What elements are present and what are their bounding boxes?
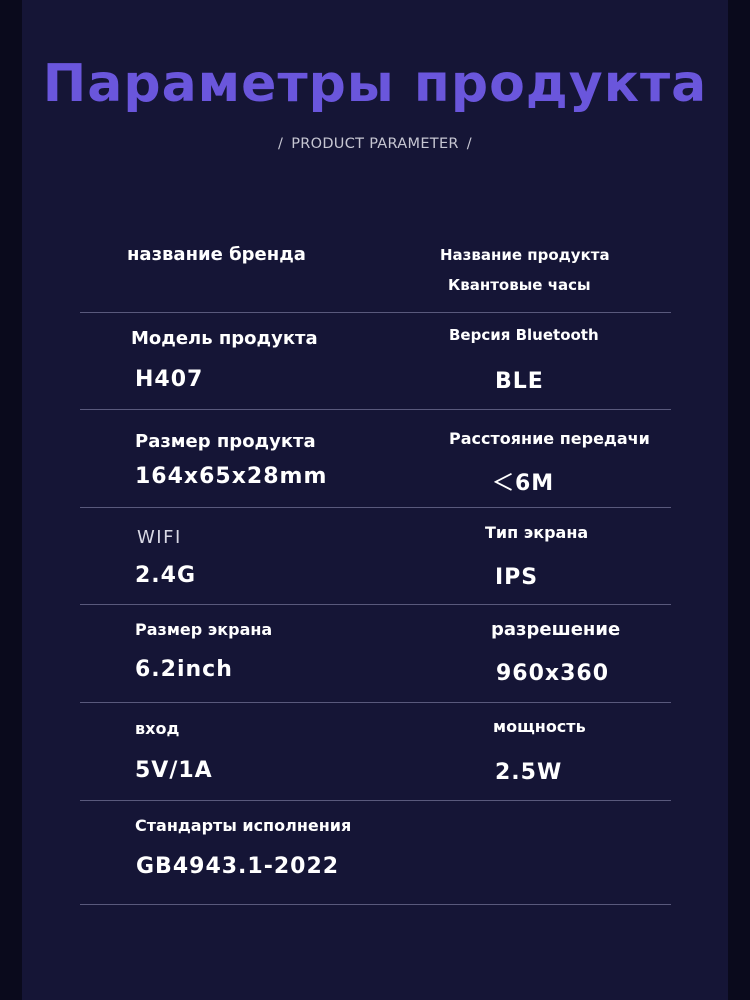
product-name-value: Квантовые часы bbox=[448, 276, 591, 294]
divider-2 bbox=[80, 409, 671, 410]
bluetooth-value: BLE bbox=[495, 369, 544, 394]
subtitle-slash-right: / bbox=[466, 136, 472, 152]
divider-5 bbox=[80, 702, 671, 703]
product-size-label: Размер продукта bbox=[135, 431, 316, 452]
wifi-label: WIFI bbox=[137, 527, 182, 548]
wifi-value: 2.4G bbox=[135, 563, 197, 588]
model-value: H407 bbox=[135, 367, 204, 392]
divider-7 bbox=[80, 904, 671, 905]
page-title: Параметры продукта bbox=[42, 54, 708, 114]
transmission-distance-label: Расстояние передачи bbox=[449, 429, 650, 448]
screen-type-label: Тип экрана bbox=[485, 523, 589, 542]
screen-size-value: 6.2inch bbox=[135, 657, 233, 682]
divider-4 bbox=[80, 604, 671, 605]
divider-1 bbox=[80, 312, 671, 313]
subtitle-text: PRODUCT PARAMETER bbox=[291, 136, 459, 152]
screen-size-label: Размер экрана bbox=[135, 620, 273, 639]
input-label: вход bbox=[135, 719, 180, 738]
bluetooth-label: Версия Bluetooth bbox=[449, 326, 599, 344]
power-label: мощность bbox=[493, 717, 586, 736]
divider-6 bbox=[80, 800, 671, 801]
resolution-value: 960x360 bbox=[496, 661, 610, 686]
divider-3 bbox=[80, 507, 671, 508]
screen-type-value: IPS bbox=[495, 565, 539, 590]
model-label: Модель продукта bbox=[131, 328, 318, 349]
product-size-value: 164x65x28mm bbox=[135, 464, 328, 489]
resolution-label: разрешение bbox=[491, 619, 621, 640]
power-value: 2.5W bbox=[495, 760, 563, 785]
input-value: 5V/1A bbox=[135, 758, 213, 783]
standards-label: Стандарты исполнения bbox=[135, 816, 352, 835]
page-subtitle bbox=[0, 136, 750, 152]
standards-value: GB4943.1-2022 bbox=[136, 854, 340, 879]
subtitle-slash-left: / bbox=[278, 136, 284, 152]
brand-name-label: название бренда bbox=[127, 244, 306, 265]
product-name-label: Название продукта bbox=[440, 246, 610, 264]
transmission-distance-value: ＜6M bbox=[492, 471, 555, 496]
